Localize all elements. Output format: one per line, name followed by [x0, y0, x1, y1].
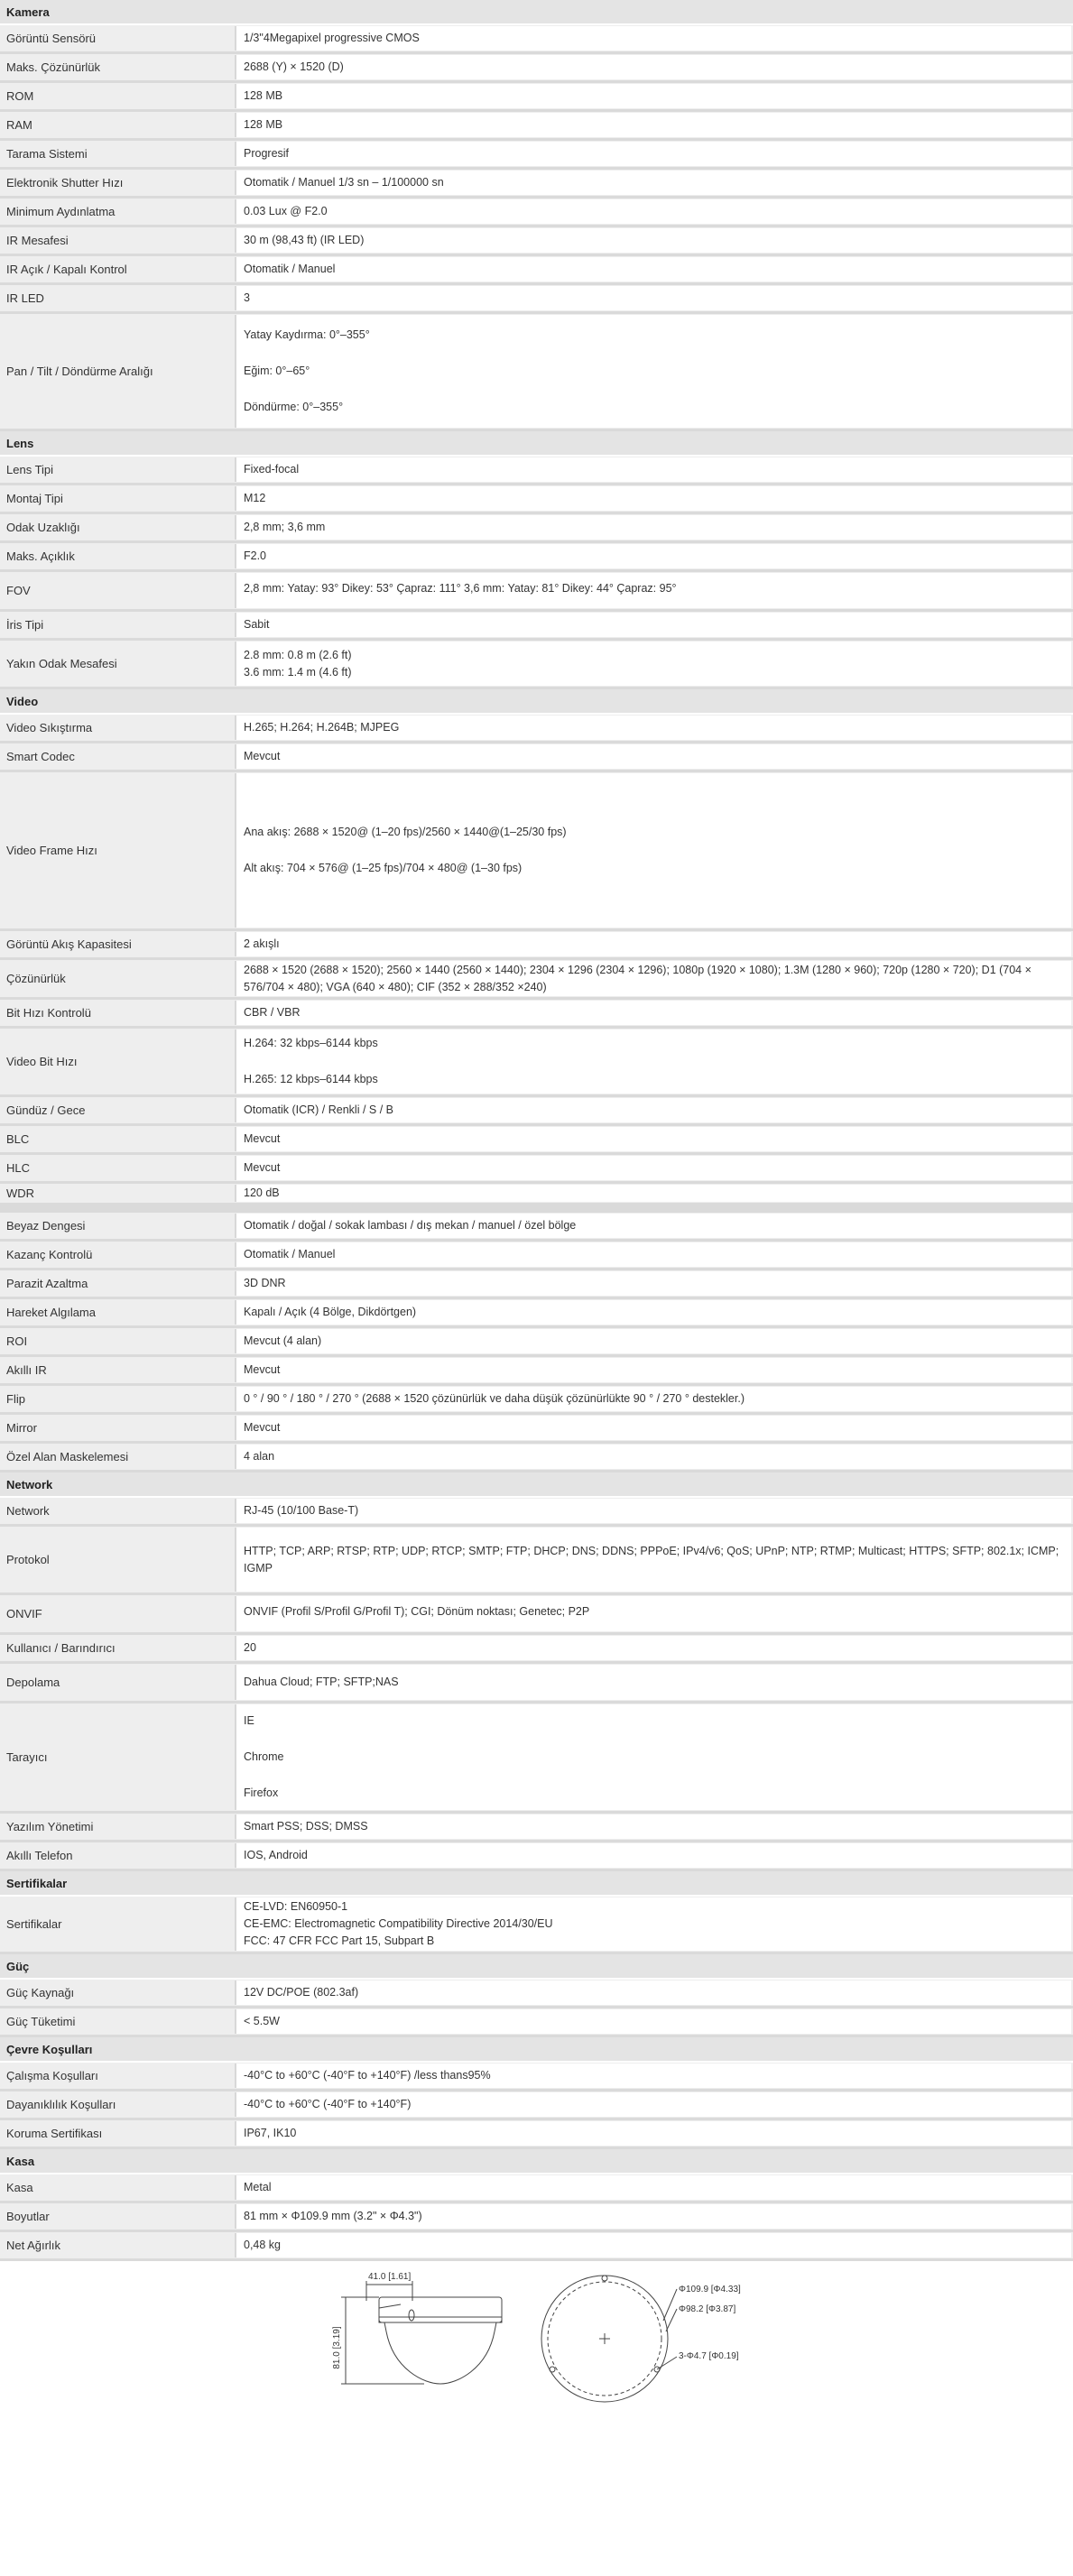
- spec-value: [235, 228, 1071, 253]
- spec-row: [0, 1498, 1073, 1527]
- spec-label: Maks. Çözünürlük: [6, 60, 101, 74]
- spec-value-line: Otomatik / doğal / sokak lambası / dış mekan / manuel / özel bölge: [244, 1219, 577, 1232]
- spec-value: [235, 961, 1071, 996]
- spec-row: [0, 314, 1073, 431]
- spec-label: Elektronik Shutter Hızı: [6, 176, 124, 189]
- spec-value-line: Otomatik (ICR) / Renkli / S / B: [244, 1103, 394, 1116]
- holes-label: 3-Φ4.7 [Φ0.19]: [679, 2351, 739, 2361]
- spec-row: [0, 227, 1073, 256]
- spec-label: HLC: [6, 1161, 31, 1175]
- spec-row: [0, 960, 1073, 1000]
- spec-label: RAM: [6, 118, 32, 132]
- spec-label: Lens Tipi: [6, 463, 54, 476]
- spec-value: [235, 2121, 1071, 2146]
- spec-value-line: 1/3"4Megapixel progressive CMOS: [244, 32, 420, 44]
- spec-row: [0, 285, 1073, 314]
- spec-value: [235, 171, 1071, 195]
- spec-value: [235, 1156, 1071, 1180]
- spec-label: Odak Uzaklığı: [6, 521, 80, 534]
- spec-row: [0, 1635, 1073, 1664]
- section-header: Çevre Koşulları: [0, 2037, 1073, 2063]
- section-header: Lens: [0, 431, 1073, 457]
- spec-label: Kasa: [6, 2181, 33, 2194]
- spec-label: Video Sıkıştırma: [6, 721, 93, 734]
- spec-label: Parazit Azaltma: [6, 1277, 88, 1290]
- spec-value-line: RJ-45 (10/100 Base-T): [244, 1504, 359, 1517]
- spec-value-line: Sabit: [244, 618, 270, 631]
- spec-value: [235, 1636, 1071, 1660]
- spec-row: [0, 931, 1073, 960]
- spec-value: [235, 544, 1071, 568]
- spec-value: [235, 1596, 1071, 1631]
- spec-value-line: Firefox: [244, 1787, 279, 1799]
- spec-row: [0, 743, 1073, 772]
- spec-label: IR Açık / Kapalı Kontrol: [6, 263, 127, 276]
- spec-label: Tarayıcı: [6, 1750, 48, 1764]
- spec-label: Maks. Açıklık: [6, 549, 75, 563]
- spec-value-line: IE: [244, 1714, 254, 1727]
- spec-row: [0, 25, 1073, 54]
- spec-row: [0, 170, 1073, 199]
- spec-value-line: Kapalı / Açık (4 Bölge, Dikdörtgen): [244, 1306, 417, 1318]
- spec-value-line: H.264: 32 kbps–6144 kbps: [244, 1037, 378, 1049]
- top-view-drawing: [541, 2276, 677, 2402]
- spec-label: Minimum Aydınlatma: [6, 205, 116, 218]
- spec-row: [0, 2008, 1073, 2037]
- spec-label: Dayanıklılık Koşulları: [6, 2098, 116, 2111]
- spec-row: [0, 141, 1073, 170]
- spec-value-line: Eğim: 0°–65°: [244, 365, 310, 377]
- spec-row: [0, 1527, 1073, 1595]
- spec-value-line: Fixed-focal: [244, 463, 300, 475]
- spec-row: [0, 1299, 1073, 1328]
- spec-value: [235, 1814, 1071, 1839]
- side-width-label: 41.0 [1.61]: [368, 2272, 412, 2282]
- spec-value-line: FCC: 47 CFR FCC Part 15, Subpart B: [244, 1934, 435, 1947]
- spec-label: Güç Kaynağı: [6, 1986, 75, 1999]
- spec-label: Protokol: [6, 1553, 50, 1566]
- spec-row: [0, 2063, 1073, 2091]
- spec-value: [235, 457, 1071, 482]
- spec-label: Yakın Odak Mesafesi: [6, 657, 117, 670]
- spec-label: Kazanç Kontrolü: [6, 1248, 93, 1261]
- spec-value-line: Mevcut: [244, 1161, 281, 1174]
- spec-label: Bit Hızı Kontrolü: [6, 1006, 91, 1020]
- spec-row: [0, 54, 1073, 83]
- spec-row: [0, 1664, 1073, 1703]
- spec-value: [235, 1416, 1071, 1440]
- spec-label: Montaj Tipi: [6, 492, 63, 505]
- spec-row: [0, 457, 1073, 485]
- spec-row: [0, 641, 1073, 689]
- spec-label: Beyaz Dengesi: [6, 1219, 86, 1233]
- spec-value: [235, 1358, 1071, 1382]
- spec-row: [0, 1126, 1073, 1155]
- spec-row: [0, 514, 1073, 543]
- spec-value-line: 128 MB: [244, 118, 283, 131]
- spec-value: [235, 1329, 1071, 1353]
- spec-row: [0, 715, 1073, 743]
- spec-row: [0, 1242, 1073, 1270]
- spec-row: [0, 543, 1073, 572]
- spec-label: Pan / Tilt / Döndürme Aralığı: [6, 365, 153, 378]
- spec-value: [235, 1127, 1071, 1151]
- spec-value: [235, 515, 1071, 540]
- spec-value: [235, 84, 1071, 108]
- spec-row: [0, 256, 1073, 285]
- spec-row: [0, 2232, 1073, 2261]
- spec-label: Tarama Sistemi: [6, 147, 88, 161]
- spec-value-line: F2.0: [244, 549, 267, 562]
- spec-label: ROM: [6, 89, 34, 103]
- spec-value: [235, 1843, 1071, 1868]
- spec-label: Video Frame Hızı: [6, 844, 97, 857]
- spec-label: Koruma Sertifikası: [6, 2127, 103, 2140]
- spec-value-line: H.265: 12 kbps–6144 kbps: [244, 1073, 378, 1085]
- spec-value-line: Otomatik / Manuel: [244, 263, 336, 275]
- spec-value-line: 3: [244, 291, 250, 304]
- spec-label: Mirror: [6, 1421, 37, 1435]
- spec-value: [235, 1098, 1071, 1122]
- spec-value-line: 2 akışlı: [244, 937, 280, 950]
- spec-label: Gündüz / Gece: [6, 1103, 86, 1117]
- spec-label: Flip: [6, 1392, 25, 1406]
- spec-label: Görüntü Akış Kapasitesi: [6, 937, 132, 951]
- spec-row: [0, 2091, 1073, 2120]
- spec-row: [0, 1270, 1073, 1299]
- spec-row: [0, 112, 1073, 141]
- spec-value-line: CE-LVD: EN60950-1: [244, 1900, 348, 1913]
- section-header: Kasa: [0, 2149, 1073, 2174]
- spec-value: [235, 1300, 1071, 1325]
- dimension-drawing: [0, 2268, 1073, 2485]
- section-header: Güç: [0, 1954, 1073, 1980]
- spec-label: İris Tipi: [6, 618, 44, 632]
- spec-value-line: Mevcut: [244, 1132, 281, 1145]
- section-header: Video: [0, 689, 1073, 715]
- spec-row: [0, 1184, 1073, 1213]
- spec-label: Yazılım Yönetimi: [6, 1820, 94, 1833]
- spec-value-line: M12: [244, 492, 266, 504]
- spec-value: [235, 142, 1071, 166]
- spec-label: Boyutlar: [6, 2210, 50, 2223]
- spec-value: [235, 1271, 1071, 1296]
- spec-value-line: Chrome: [244, 1750, 284, 1763]
- spec-label: Akıllı Telefon: [6, 1849, 73, 1862]
- spec-value: [235, 1387, 1071, 1411]
- spec-row: [0, 1897, 1073, 1954]
- section-header: Kamera: [0, 0, 1073, 25]
- spec-value: [235, 1499, 1071, 1523]
- spec-value: [235, 2175, 1071, 2200]
- spec-value: [235, 2204, 1071, 2229]
- spec-label: Sertifikalar: [6, 1917, 62, 1931]
- spec-value-line: -40°C to +60°C (-40°F to +140°F) /less thans95%: [244, 2069, 491, 2082]
- spec-label: Hareket Algılama: [6, 1306, 96, 1319]
- spec-value-line: Otomatik / Manuel: [244, 1248, 336, 1260]
- spec-value-line: 4 alan: [244, 1450, 275, 1463]
- spec-value-line: HTTP; TCP; ARP; RTSP; RTP; UDP; RTCP; SMTP; FTP; DHCP; DNS; DDNS; PPPoE; IPv4/v6; QoS; UPnP; NTP; RTMP; Multicast; HTTPS; SFTP; 802.1x; ICMP; IGMP: [244, 1544, 1059, 1574]
- spec-value: [235, 55, 1071, 79]
- spec-value: [235, 257, 1071, 282]
- spec-value: [235, 1980, 1071, 2005]
- spec-row: [0, 1155, 1073, 1184]
- spec-value-line: Alt akış: 704 × 576@ (1–25 fps)/704 × 480@ (1–30 fps): [244, 862, 523, 874]
- spec-value-line: 2688 (Y) × 1520 (D): [244, 60, 344, 73]
- spec-value-line: CBR / VBR: [244, 1006, 301, 1019]
- spec-value-line: Dahua Cloud; FTP; SFTP;NAS: [244, 1676, 399, 1688]
- spec-row: [0, 1842, 1073, 1871]
- spec-value: [235, 2009, 1071, 2034]
- spec-value-line: Mevcut: [244, 1421, 281, 1434]
- spec-row: [0, 199, 1073, 227]
- spec-value-line: IP67, IK10: [244, 2127, 297, 2139]
- spec-value: [235, 1242, 1071, 1267]
- spec-value-line: Ana akış: 2688 × 1520@ (1–20 fps)/2560 × 1440@(1–25/30 fps): [244, 826, 567, 838]
- spec-value-line: Metal: [244, 2181, 272, 2193]
- spec-row: [0, 1703, 1073, 1814]
- spec-label: Video Bit Hızı: [6, 1055, 78, 1068]
- spec-row: [0, 1000, 1073, 1029]
- spec-value-line: 12V DC/POE (802.3af): [244, 1986, 359, 1999]
- spec-value-line: 0.03 Lux @ F2.0: [244, 205, 328, 217]
- spec-value: [235, 573, 1071, 608]
- spec-label: FOV: [6, 584, 31, 597]
- spec-value: [235, 1897, 1071, 1951]
- spec-label: Çözünürlük: [6, 972, 66, 985]
- spec-value-line: 81 mm × Φ109.9 mm (3.2" × Φ4.3"): [244, 2210, 422, 2222]
- spec-value-line: Yatay Kaydırma: 0°–355°: [244, 328, 370, 341]
- spec-value-line: Mevcut (4 alan): [244, 1334, 322, 1347]
- side-height-label: 81.0 [3.19]: [332, 2326, 342, 2369]
- spec-value-line: Mevcut: [244, 1363, 281, 1376]
- spec-value-line: < 5.5W: [244, 2015, 280, 2027]
- spec-label: ROI: [6, 1334, 28, 1348]
- side-view-drawing: [341, 2281, 502, 2384]
- spec-row: [0, 1328, 1073, 1357]
- spec-value: [235, 486, 1071, 511]
- spec-label: Güç Tüketimi: [6, 2015, 76, 2028]
- spec-row: [0, 1029, 1073, 1097]
- spec-row: [0, 2120, 1073, 2149]
- spec-row: [0, 1415, 1073, 1444]
- spec-row: [0, 612, 1073, 641]
- spec-value: [235, 773, 1071, 928]
- spec-value-line: Progresif: [244, 147, 290, 160]
- section-header: Sertifikalar: [0, 1871, 1073, 1897]
- spec-value: [235, 1214, 1071, 1238]
- spec-value: [235, 2064, 1071, 2088]
- spec-value-line: -40°C to +60°C (-40°F to +140°F): [244, 2098, 412, 2110]
- spec-value: [235, 716, 1071, 740]
- spec-value: [235, 26, 1071, 51]
- spec-row: [0, 485, 1073, 514]
- spec-label: IR Mesafesi: [6, 234, 69, 247]
- spec-value: [235, 113, 1071, 137]
- spec-label: Smart Codec: [6, 750, 75, 763]
- spec-row: [0, 1097, 1073, 1126]
- spec-row: [0, 1814, 1073, 1842]
- spec-label: Network: [6, 1504, 50, 1518]
- spec-value-line: 2,8 mm: Yatay: 93° Dikey: 53° Çapraz: 111° 3,6 mm: Yatay: 81° Dikey: 44° Çapraz: 95°: [244, 582, 677, 595]
- spec-value-line: 20: [244, 1641, 256, 1654]
- spec-value: [235, 199, 1071, 224]
- spec-value: [235, 315, 1071, 428]
- spec-row: [0, 1595, 1073, 1635]
- spec-value: [235, 1528, 1071, 1592]
- spec-value: [235, 1001, 1071, 1025]
- spec-value: [235, 2233, 1071, 2257]
- spec-value: [235, 1445, 1071, 1469]
- spec-value-line: CE-EMC: Electromagnetic Compatibility Directive 2014/30/EU: [244, 1917, 553, 1930]
- spec-value: [235, 642, 1071, 686]
- spec-value-line: 120 dB: [244, 1186, 280, 1199]
- spec-value-line: 3.6 mm: 1.4 m (4.6 ft): [244, 665, 352, 679]
- spec-row: [0, 1980, 1073, 2008]
- spec-value: [235, 1665, 1071, 1700]
- spec-value-line: Mevcut: [244, 750, 281, 762]
- spec-row: [0, 2203, 1073, 2232]
- spec-value: [235, 2092, 1071, 2117]
- spec-label: WDR: [6, 1186, 35, 1200]
- spec-value-line: Otomatik / Manuel 1/3 sn – 1/100000 sn: [244, 176, 444, 189]
- spec-row: [0, 2174, 1073, 2203]
- outer-diameter-label: Φ109.9 [Φ4.33]: [679, 2285, 741, 2294]
- spec-label: Görüntü Sensörü: [6, 32, 97, 45]
- spec-label: ONVIF: [6, 1607, 42, 1620]
- spec-row: [0, 572, 1073, 612]
- spec-value-line: 0 ° / 90 ° / 180 ° / 270 ° (2688 × 1520 çözünürlük ve daha düşük çözünürlükte 90 ° / 270 ° destekler.): [244, 1392, 745, 1405]
- spec-label: IR LED: [6, 291, 44, 305]
- spec-row: [0, 83, 1073, 112]
- spec-label: BLC: [6, 1132, 30, 1146]
- spec-value-line: 2.8 mm: 0.8 m (2.6 ft): [244, 648, 352, 661]
- spec-value-line: 3D DNR: [244, 1277, 286, 1289]
- spec-label: Depolama: [6, 1676, 60, 1689]
- spec-value: [235, 744, 1071, 769]
- spec-row: [0, 1444, 1073, 1473]
- spec-row: [0, 1213, 1073, 1242]
- spec-value-line: 2,8 mm; 3,6 mm: [244, 521, 326, 533]
- spec-row: [0, 1357, 1073, 1386]
- spec-value-line: 2688 × 1520 (2688 × 1520); 2560 × 1440 (2560 × 1440); 2304 × 1296 (2304 × 1296); 1080p (1920 × 1080); 1.3M (1280 × 960); 720p (1280 × 720); D1 (704 × 576/704 × 480); VGA (640 × 480); CIF (352 × 288/352 ×240): [244, 963, 1031, 993]
- spec-label: Çalışma Koşulları: [6, 2069, 98, 2082]
- spec-value: [235, 613, 1071, 637]
- spec-row: [0, 1386, 1073, 1415]
- spec-value-line: 0,48 kg: [244, 2239, 282, 2251]
- spec-row: [0, 772, 1073, 931]
- spec-value: [235, 1185, 1071, 1202]
- spec-value: [235, 932, 1071, 956]
- spec-value-line: 128 MB: [244, 89, 283, 102]
- spec-value: [235, 1704, 1071, 1810]
- section-header: Network: [0, 1473, 1073, 1498]
- spec-value-line: IOS, Android: [244, 1849, 308, 1861]
- spec-label: Net Ağırlık: [6, 2239, 60, 2252]
- spec-label: Özel Alan Maskelemesi: [6, 1450, 129, 1463]
- spec-value-line: 30 m (98,43 ft) (IR LED): [244, 234, 365, 246]
- spec-value: [235, 286, 1071, 310]
- spec-label: Akıllı IR: [6, 1363, 47, 1377]
- inner-diameter-label: Φ98.2 [Φ3.87]: [679, 2304, 736, 2314]
- spec-value-line: ONVIF (Profil S/Profil G/Profil T); CGI; Dönüm noktası; Genetec; P2P: [244, 1605, 590, 1618]
- spec-value-line: Döndürme: 0°–355°: [244, 401, 344, 413]
- spec-value: [235, 1029, 1071, 1094]
- spec-value-line: H.265; H.264; H.264B; MJPEG: [244, 721, 400, 734]
- spec-value-line: Smart PSS; DSS; DMSS: [244, 1820, 368, 1833]
- spec-label: Kullanıcı / Barındırıcı: [6, 1641, 116, 1655]
